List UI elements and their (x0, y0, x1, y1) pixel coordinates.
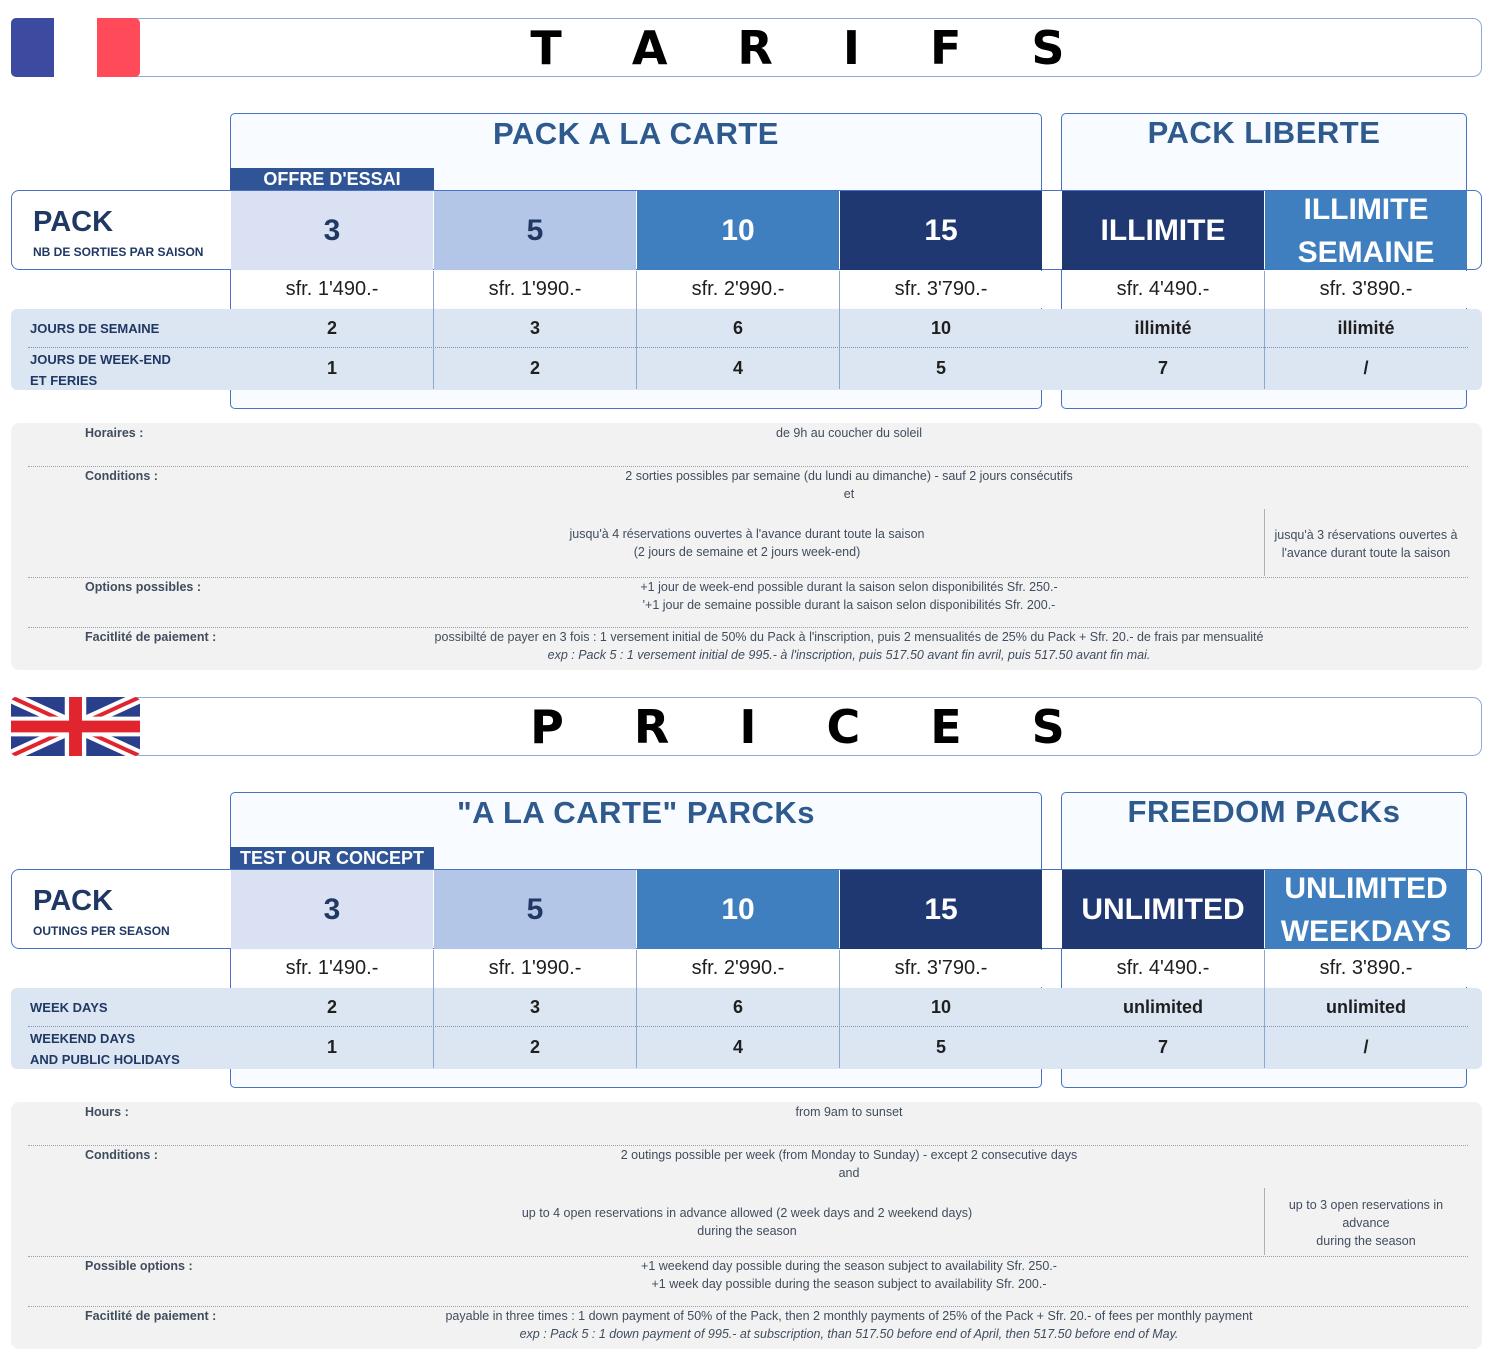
price-pack-unlimited: sfr. 4'490.- (1062, 271, 1264, 308)
weekend-value: / (1363, 358, 1369, 378)
conditions-side-1: up to 3 open reservations in (1288, 1198, 1444, 1212)
column-divider (433, 950, 434, 1068)
price-pack-10: sfr. 2'990.- (637, 271, 839, 308)
row-divider (28, 347, 1468, 348)
column-divider (636, 271, 637, 389)
pack-10-header: 10 (637, 191, 839, 270)
conditions-side-2: l'avance durant toute la saison (1281, 546, 1451, 560)
weekday-value: 10 (930, 996, 952, 1017)
pack-5-header: 5 (434, 191, 636, 270)
conditions-label: Conditions : (85, 469, 158, 483)
uk-flag-icon (11, 697, 140, 756)
weekday-value: illimité (1337, 317, 1395, 338)
page-title: T A R I F S (530, 21, 1092, 75)
price-pack-unlimited-weekdays: sfr. 3'890.- (1265, 271, 1467, 308)
conditions-main-2: (2 jours de semaine et 2 jours week-end) (633, 545, 861, 559)
conditions-side-3: during the season (1316, 1234, 1416, 1248)
conditions-line-2: and (838, 1166, 860, 1180)
price-pack-unlimited: sfr. 4'490.- (1062, 950, 1264, 987)
hours-text: from 9am to sunset (795, 1105, 903, 1119)
weekday-row-label: WEEK DAYS (30, 1000, 108, 1015)
pack-unlimited-weekdays-header: UNLIMITED WEEKDAYS (1265, 870, 1467, 949)
payment-line-1: payable in three times : 1 down payment of 50% of the Pack, then 2 monthly payments of 25% of the Pack + Sfr. 20.- of fees per monthly payment (445, 1309, 1253, 1323)
group-title-liberte: PACK LIBERTE (1147, 115, 1381, 150)
weekend-value: 7 (1157, 1037, 1168, 1057)
promo-badge: OFFRE D'ESSAI (230, 168, 434, 190)
options-line-1: +1 weekend day possible during the season subject to availability Sfr. 250.- (641, 1259, 1057, 1273)
pack-label: PACK (33, 206, 114, 238)
weekend-value: 5 (935, 358, 946, 378)
price-pack-3: sfr. 1'490.- (231, 950, 433, 987)
pack-3-header: 3 (231, 870, 433, 949)
promo-badge: TEST OUR CONCEPT (230, 847, 434, 869)
weekday-row-label: JOURS DE SEMAINE (30, 321, 160, 336)
price-pack-15: sfr. 3'790.- (840, 271, 1042, 308)
weekday-value: 2 (326, 996, 337, 1017)
price-pack-unlimited-weekdays: sfr. 3'890.- (1265, 950, 1467, 987)
pack-subtitle: NB DE SORTIES PAR SAISON (33, 245, 204, 259)
column-divider (1264, 271, 1265, 389)
weekend-row-label-2: AND PUBLIC HOLIDAYS (30, 1052, 180, 1067)
conditions-label: Conditions : (85, 1148, 158, 1162)
pack-unlimited-header: UNLIMITED (1062, 870, 1264, 949)
options-line-2: '+1 jour de semaine possible durant la saison selon disponibilités Sfr. 200.- (642, 598, 1056, 612)
weekday-value: 2 (326, 317, 337, 338)
french-flag-icon (11, 18, 140, 77)
group-title-a-la-carte: PACK A LA CARTE (493, 116, 779, 151)
weekend-row-label: JOURS DE WEEK-END (30, 352, 171, 367)
hours-label: Horaires : (85, 426, 144, 440)
weekday-value: 6 (732, 317, 743, 338)
conditions-side-2: advance (1342, 1216, 1390, 1230)
weekday-value: 3 (529, 317, 540, 338)
payment-label: Facitlité de paiement : (85, 630, 217, 644)
weekend-value: 4 (732, 1037, 743, 1057)
weekend-value: 1 (326, 358, 337, 378)
page-title: P R I C E S (530, 700, 1092, 754)
column-divider (839, 271, 840, 389)
pack-unlimited-weekdays-header: ILLIMITE SEMAINE (1265, 191, 1467, 270)
price-pack-5: sfr. 1'990.- (434, 950, 636, 987)
conditions-line-2: et (843, 487, 855, 501)
pack-5-header: 5 (434, 870, 636, 949)
pack-subtitle: OUTINGS PER SEASON (33, 924, 170, 938)
group-title-a-la-carte: "A LA CARTE" PARCKs (456, 795, 816, 830)
conditions-line-1: 2 sorties possibles par semaine (du lundi au dimanche) - sauf 2 jours consécutifs (625, 469, 1073, 483)
conditions-side-1: jusqu'à 3 réservations ouvertes à (1274, 528, 1458, 542)
weekday-value: unlimited (1326, 996, 1406, 1017)
options-label: Options possibles : (85, 580, 201, 594)
hours-label: Hours : (85, 1105, 129, 1119)
pack-unlimited-header: ILLIMITE (1062, 191, 1264, 270)
column-divider (839, 950, 840, 1068)
pack-10-header: 10 (637, 870, 839, 949)
price-pack-15: sfr. 3'790.- (840, 950, 1042, 987)
weekday-value: 6 (732, 996, 743, 1017)
hours-text: de 9h au coucher du soleil (776, 426, 922, 440)
weekday-value: 10 (930, 317, 952, 338)
conditions-main-2: during the season (697, 1224, 797, 1238)
weekend-value: / (1363, 1037, 1369, 1057)
weekday-value: 3 (529, 996, 540, 1017)
pack-15-header: 15 (840, 870, 1042, 949)
row-divider (28, 1026, 1468, 1027)
column-divider (433, 271, 434, 389)
price-pack-10: sfr. 2'990.- (637, 950, 839, 987)
weekend-value: 5 (935, 1037, 946, 1057)
group-title-liberte: FREEDOM PACKs (1127, 794, 1401, 829)
pack-3-header: 3 (231, 191, 433, 270)
weekend-value: 1 (326, 1037, 337, 1057)
weekend-value: 7 (1157, 358, 1168, 378)
options-label: Possible options : (85, 1259, 193, 1273)
weekend-value: 2 (529, 1037, 540, 1057)
payment-label: Facitlité de paiement : (85, 1309, 217, 1323)
options-line-1: +1 jour de week-end possible durant la saison selon disponibilités Sfr. 250.- (640, 580, 1058, 594)
column-divider (636, 950, 637, 1068)
conditions-main-1: jusqu'à 4 réservations ouvertes à l'avance durant toute la saison (569, 527, 925, 541)
price-pack-5: sfr. 1'990.- (434, 271, 636, 308)
weekend-value: 2 (529, 358, 540, 378)
options-line-2: +1 week day possible during the season subject to availability Sfr. 200.- (651, 1277, 1047, 1291)
conditions-line-1: 2 outings possible per week (from Monday to Sunday) - except 2 consecutive days (620, 1148, 1078, 1162)
payment-line-2: exp : Pack 5 : 1 down payment of 995.- at subscription, than 517.50 before end of April, then 517.50 before end of May. (519, 1327, 1179, 1341)
weekend-value: 4 (732, 358, 743, 378)
price-pack-3: sfr. 1'490.- (231, 271, 433, 308)
weekday-value: unlimited (1123, 996, 1203, 1017)
column-divider (1264, 950, 1265, 1068)
conditions-main-1: up to 4 open reservations in advance allowed (2 week days and 2 weekend days) (521, 1206, 973, 1220)
weekend-row-label: WEEKEND DAYS (30, 1031, 135, 1046)
pack-15-header: 15 (840, 191, 1042, 270)
pack-label: PACK (33, 885, 114, 917)
payment-line-1: possibilté de payer en 3 fois : 1 versement initial de 50% du Pack à l'inscription, puis 2 mensualités de 25% du Pack + Sfr. 20.- de frais par mensualité (434, 630, 1264, 644)
payment-line-2: exp : Pack 5 : 1 versement initial de 995.- à l'inscription, puis 517.50 avant fin avril, puis 517.50 avant fin mai. (547, 648, 1151, 662)
weekday-value: illimité (1134, 317, 1192, 338)
weekend-row-label-2: ET FERIES (30, 373, 98, 388)
